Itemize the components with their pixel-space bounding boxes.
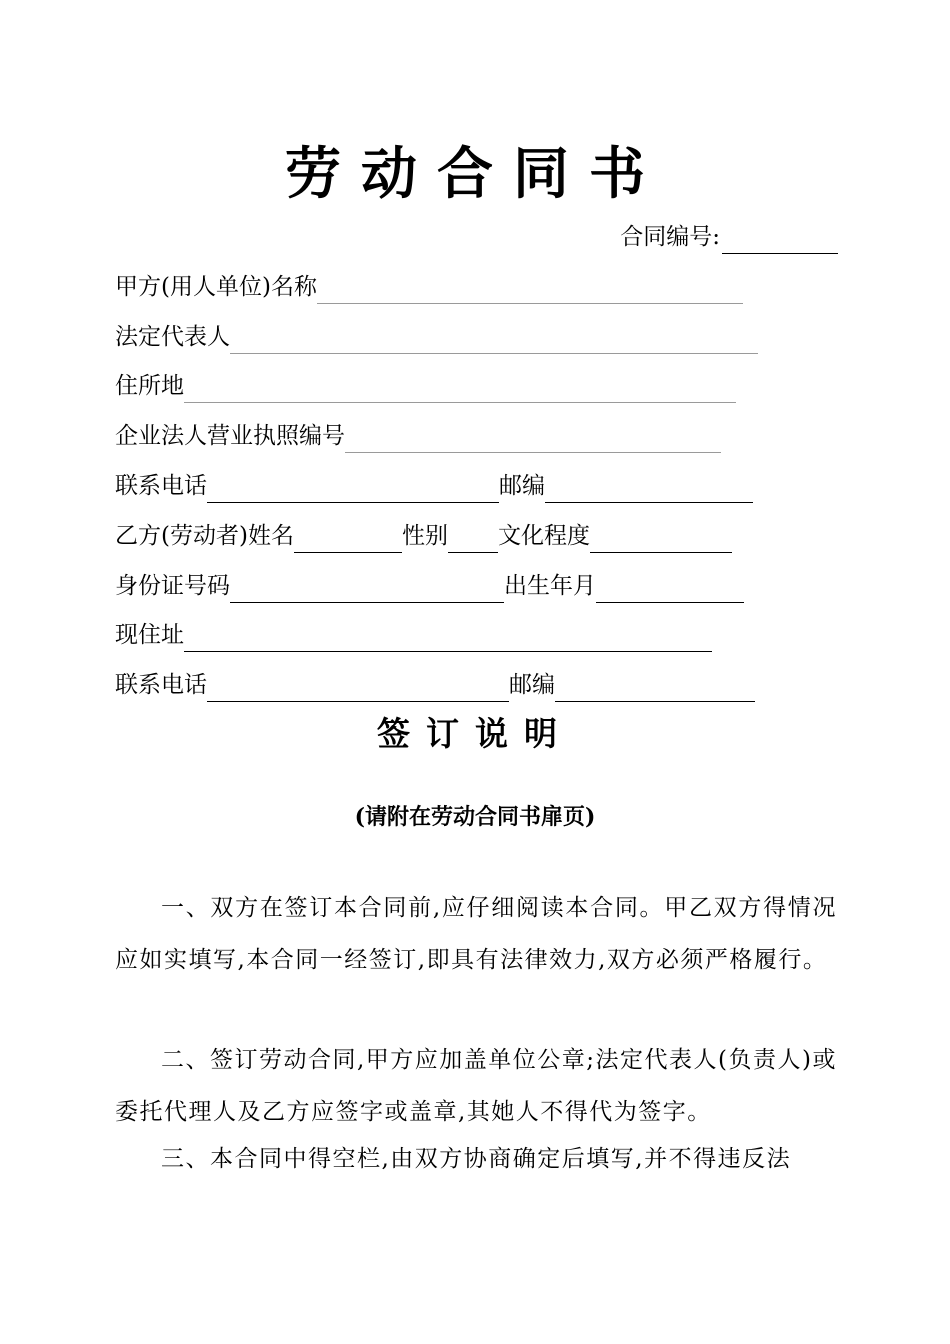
party-a-name-row	[115, 270, 743, 304]
party-a-name-blank[interactable]	[317, 279, 743, 304]
section-title: 签订说明	[377, 714, 573, 753]
birth-blank[interactable]	[596, 578, 744, 603]
birth-label: 出生年月	[504, 573, 596, 599]
contract-number-label: 合同编号:	[620, 224, 720, 250]
party-a-phone-row	[115, 469, 753, 503]
party-a-name-label: 甲方(用人单位)名称	[115, 274, 317, 300]
education-label: 文化程度	[497, 523, 590, 549]
legal-rep-blank[interactable]	[230, 329, 758, 354]
page-title: 劳动合同书	[285, 141, 665, 207]
party-a-address-row	[115, 369, 736, 403]
instruction-paragraph-2: 二、签订劳动合同,甲方应加盖单位公章;法定代表人(负责人)或委托代理人及乙方应签字或盖章,其她人不得代为签字。	[115, 1047, 838, 1125]
party-b-phone-blank[interactable]	[207, 677, 509, 702]
party-a-postcode-blank[interactable]	[545, 478, 753, 503]
gender-label: 性别	[401, 523, 448, 549]
party-b-address-label: 现住址	[115, 622, 184, 648]
party-b-phone-row	[115, 668, 755, 702]
party-b-name-row	[115, 519, 732, 553]
contract-number-field	[620, 220, 838, 254]
party-b-address-row	[115, 618, 712, 652]
party-a-phone-blank[interactable]	[207, 478, 499, 503]
license-label: 企业法人营业执照编号	[115, 423, 345, 449]
party-a-address-label: 住所地	[115, 373, 184, 399]
legal-rep-label: 法定代表人	[115, 324, 230, 350]
instruction-paragraph-1: 一、双方在签订本合同前,应仔细阅读本合同。甲乙双方得情况应如实填写,本合同一经签订,即具有法律效力,双方必须严格履行。	[115, 895, 837, 973]
id-number-blank[interactable]	[230, 578, 504, 603]
party-b-address-blank[interactable]	[184, 627, 712, 652]
party-b-name-blank[interactable]	[294, 528, 402, 553]
id-number-row	[115, 569, 744, 603]
party-a-phone-label: 联系电话	[115, 473, 207, 499]
party-a-address-blank[interactable]	[184, 378, 736, 403]
gender-blank[interactable]	[448, 528, 498, 553]
party-b-postcode-blank[interactable]	[555, 677, 755, 702]
contract-number-blank[interactable]	[722, 229, 838, 254]
section-subtitle: (请附在劳动合同书扉页)	[354, 804, 596, 830]
license-blank[interactable]	[345, 428, 721, 453]
party-b-postcode-label: 邮编	[509, 672, 555, 698]
education-blank[interactable]	[590, 528, 732, 553]
party-b-name-label: 乙方(劳动者)姓名	[115, 523, 294, 549]
legal-rep-row	[115, 320, 758, 354]
license-row	[115, 419, 721, 453]
party-b-phone-label: 联系电话	[115, 672, 207, 698]
id-number-label: 身份证号码	[115, 573, 230, 599]
party-a-postcode-label: 邮编	[499, 473, 545, 499]
instruction-paragraph-3: 三、本合同中得空栏,由双方协商确定后填写,并不得违反法	[161, 1146, 792, 1172]
